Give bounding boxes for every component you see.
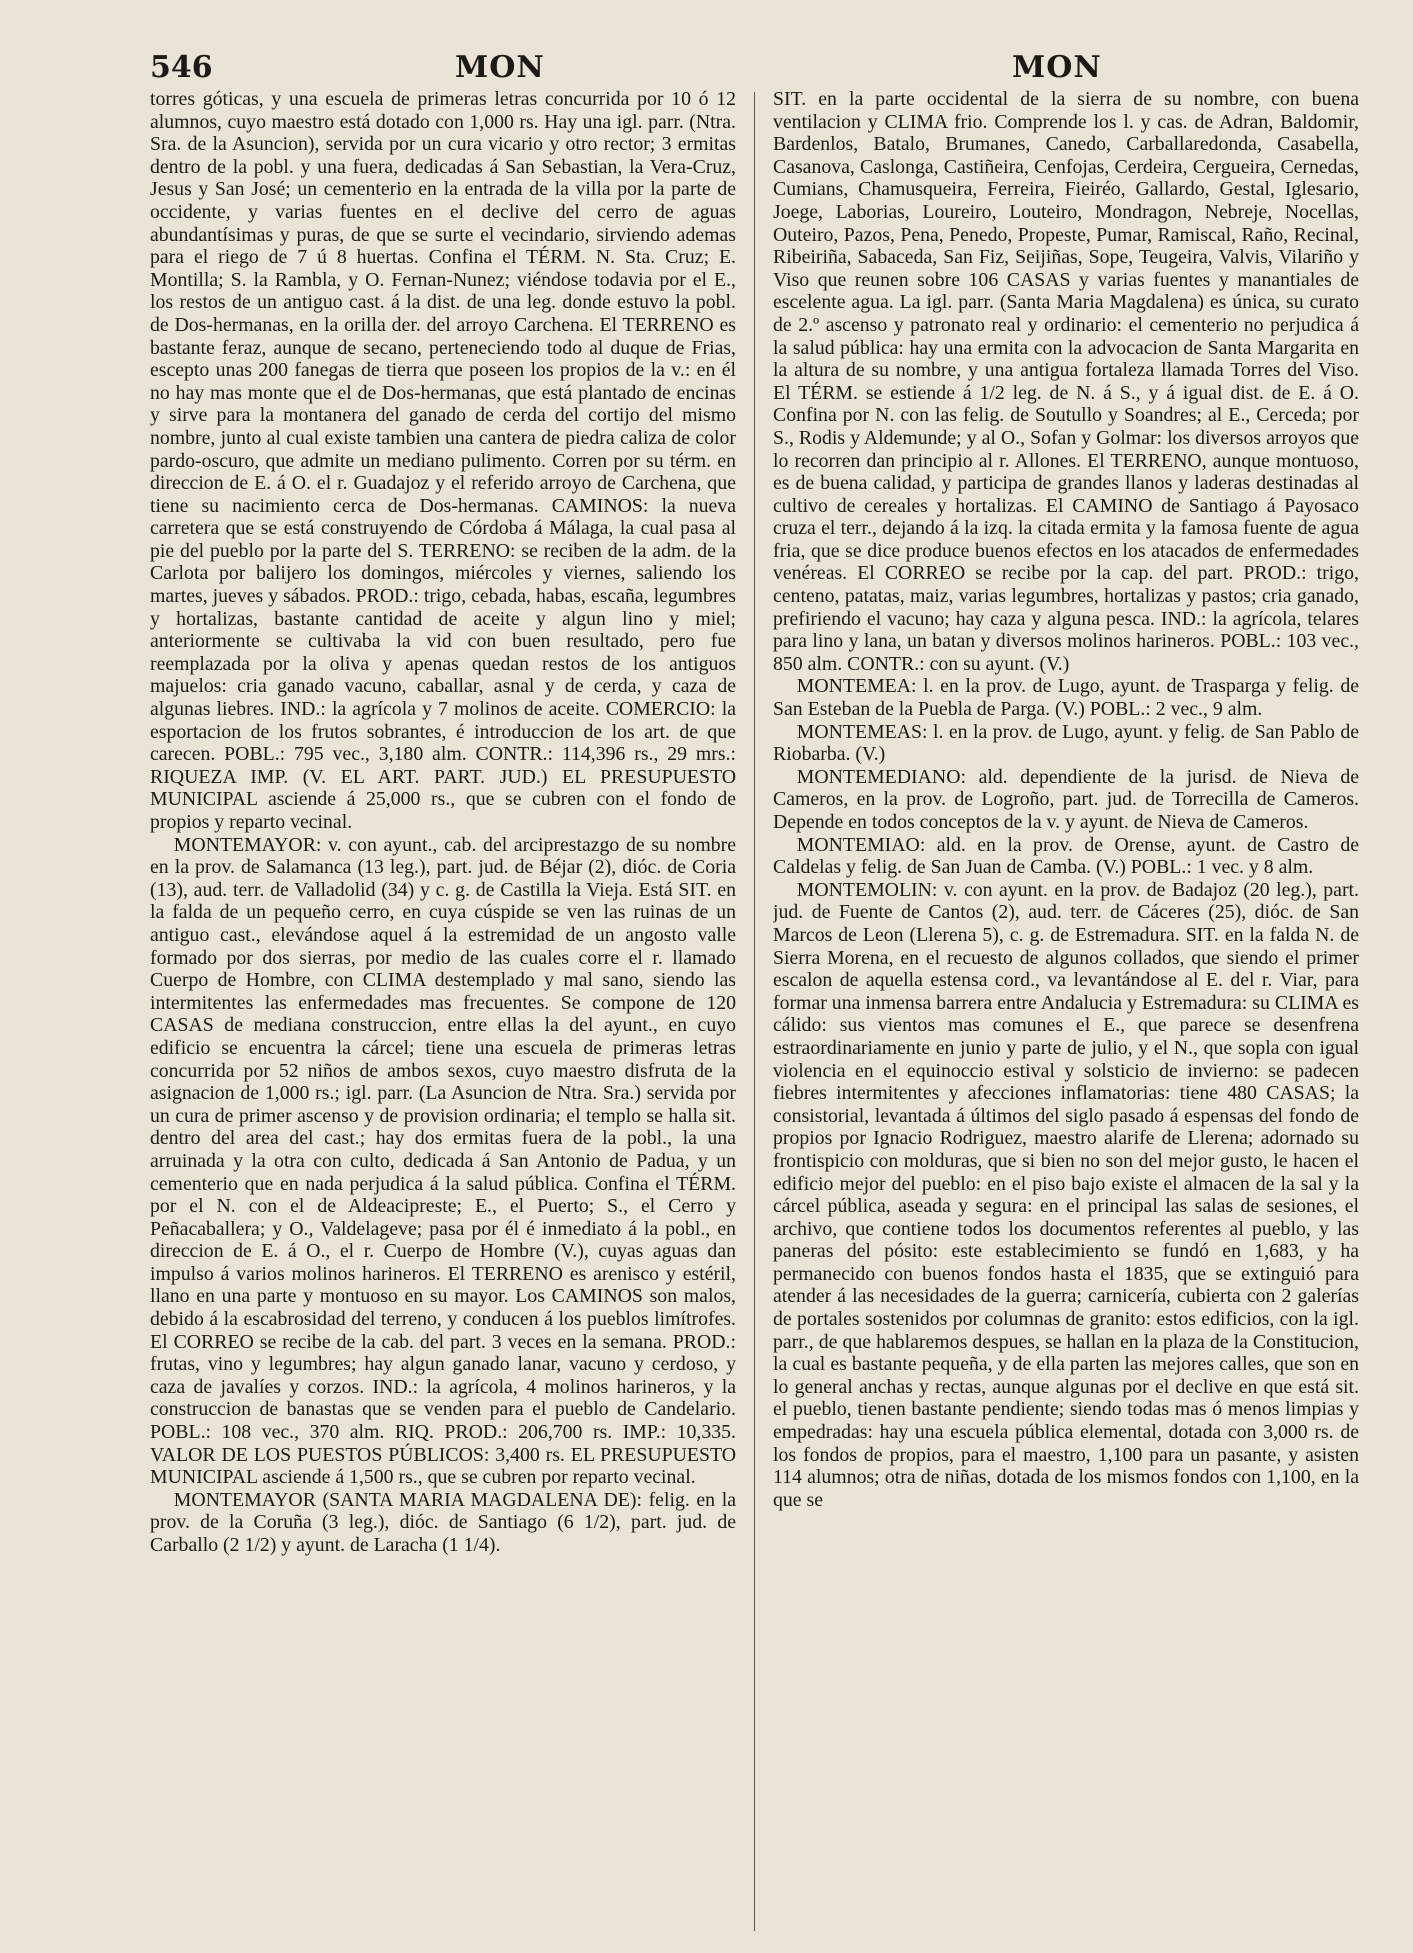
entry-headword: MONTEMEA — [796, 675, 912, 698]
entry-headword: MONTEMEAS — [796, 720, 923, 743]
left-continuation-text: torres góticas, y una escuela de primeras letras concurrida por 10 ó 12 alumnos, cuyo maestro está dotado con 1,000 rs. Hay una igl. parr. (Ntra. Sra. de la Asuncion), servida por un cura vicario y otro rector; 3 ermitas dentro de la pobl. y una fuera, dedicadas á San Sebastian, la Vera-Cruz, Jesus y San José; un cementerio en la entrada de la villa por la parte de occidente, y varias fuentes en el declive del cerro de aguas abundantísimas y puras, de que se surte el vecindario, sirviendo ademas para el riego de 7 ú 8 huertas. Confina el TÉRM. N. Sta. Cruz; E. Montilla; S. la Rambla, y O. Fernan-Nunez; viéndose todavia por el E., los restos de un antiguo cast. á la dist. de una leg. donde estuvo la pobl. de Dos-hermanas, en la orilla der. del arroyo Carchena. El TERRENO es bastante feraz, aunque de secano, perteneciendo todo al duque de Frias, escepto unas 200 fanegas de tierra que poseen los propios de la v.: en él no hay mas monte que el de Dos-hermanas, que está plantado de encinas y sirve para la montanera del ganado de cerda del cortijo del mismo nombre, junto al cual existe tambien una cantera de piedra caliza de color pardo-oscuro, que admite un mediano pulimento. Corren por su térm. en direccion de E. á O. el r. Guadajoz y el referido arroyo de Carchena, que tiene su nacimiento cerca de Dos-hermanas. CAMINOS: la nueva carretera que se está construyendo de Córdoba á Málaga, la cual pasa al pie del pueblo por la parte del S. TERRENO: se reciben de la adm. de la Carlota por balijero los domingos, miércoles y viernes, saliendo los martes, jueves y sábados. PROD.: trigo, cebada, habas, escaña, legumbres y hortalizas, bastante cantidad de aceite y algun lino y miel; anteriormente se cultivaba la vid con buen resultado, pero fue reemplazada por la oliva y apenas quedan restos de los antiguos majuelos: cria ganado vacuno, caballar, asnal y de cerda, y caza de algunas liebres. IND.: la agrícola y 7 molinos de aceite. COMERCIO: la esportacion de los frutos sobrantes, é introduccion de los art. de que carecen. POBL.: 795 vec., 3,180 alm. CONTR.: 114,396 rs., 29 mrs.: RIQUEZA IMP. (V. EL ART. PART. JUD.) EL PRESUPUESTO MUNICIPAL asciende á 25,000 rs., que se cubren con el fondo de propios y reparto vecinal. — [150, 88, 736, 833]
entry-montemayor-santa-maria — [150, 1489, 736, 1557]
page-number: 546 — [150, 50, 213, 85]
entry-montemiao — [773, 834, 1359, 879]
left-column — [150, 88, 736, 1931]
entry-text: : felig. en la prov. de la Coruña (3 leg.), dióc. de Santiago (6 1/2), part. jud. de Carballo (2 1/2) y ayunt. de Laracha (1 1/4). — [150, 1488, 736, 1556]
left-guide-word: MON — [455, 50, 545, 85]
text-columns — [150, 88, 1359, 1931]
entry-headword: MONTEMAYOR (SANTA MARIA MAGDALENA DE) — [173, 1488, 637, 1511]
entry-text: : ald. en la prov. de Orense, ayunt. de Castro de Caldelas y felig. de San Juan de Camba. (V.) POBL.: 1 vec. y 8 alm. — [773, 833, 1359, 879]
right-column — [773, 88, 1359, 1931]
entry-montemea — [773, 675, 1359, 720]
entry-text: : l. en la prov. de Lugo, ayunt. y felig. de San Pablo de Riobarba. (V.) — [773, 720, 1359, 766]
entry-montemeas — [773, 721, 1359, 766]
entry-headword: MONTEMAYOR — [173, 833, 316, 856]
entry-montemayor — [150, 834, 736, 1489]
entry-headword: MONTEMEDIANO — [796, 765, 961, 788]
right-continuation-text: SIT. en la parte occidental de la sierra de su nombre, con buena ventilacion y CLIMA frio. Comprende los l. y cas. de Adran, Baldomir, Bardenlos, Batalo, Brumanes, Canedo, Carballaredonda, Casabella, Casanova, Caslonga, Castiñeira, Cenfojas, Cerdeira, Cergueira, Cernedas, Cumians, Chamusqueira, Ferreira, Fieiréo, Gallardo, Gestal, Iglesario, Joege, Laborias, Loureiro, Louteiro, Mondragon, Nebreje, Nocellas, Outeiro, Pazos, Pena, Penedo, Propeste, Pumar, Ramiscal, Raño, Recinal, Ribeiriña, Sabaceda, San Fiz, Seijiñas, Sope, Teugeira, Valvis, Vilariño y Viso que reunen sobre 106 CASAS y varias fuentes y manantiales de escelente agua. La igl. parr. (Santa Maria Magdalena) es única, su curato de 2.º ascenso y patronato real y ordinario: el cementerio no perjudica á la salud pública: hay una ermita con la advocacion de Santa Margarita en la altura de su nombre, y una antigua fortaleza llamada Torres del Viso. El TÉRM. se estiende á 1/2 leg. de N. á S., y á igual dist. de E. á O. Confina por N. con las felig. de Soutullo y Soandres; al E., Cerceda; por S., Rodis y Aldemunde; y al O., Sofan y Golmar: los diversos arroyos que lo recorren dan principio al r. Allones. El TERRENO, aunque montuoso, es de buena calidad, y participa de grandes llanos y laderas destinadas al cultivo de cereales y hortalizas. El CAMINO de Santiago á Payosaco cruza el terr., dejando á la izq. la citada ermita y la famosa fuente de agua fria, que se dice produce buenos efectos en los atacados de enfermedades venéreas. El CORREO se recibe por la cap. del part. PROD.: trigo, centeno, patatas, maiz, varias legumbres, hortalizas y pastos; cria ganado, prefiriendo el vacuno; hay caza y alguna pesca. IND.: la agrícola, telares para lino y lana, un batan y diversos molinos harineros. POBL.: 103 vec., 850 alm. CONTR.: con su ayunt. (V.) — [773, 88, 1359, 675]
page-header — [150, 50, 1359, 90]
entry-text: : l. en la prov. de Lugo, ayunt. de Trasparga y felig. de San Esteban de la Puebla de Parga. (V.) POBL.: 2 vec., 9 alm. — [773, 675, 1359, 721]
entry-text: : v. con ayunt., cab. del arciprestazgo de su nombre en la prov. de Salamanca (13 leg.), part. jud. de Béjar (2), dióc. de Coria (13), aud. terr. de Valladolid (34) y c. g. de Castilla la Vieja. Está SIT. en la falda de un pequeño cerro, en cuya cúspide se ven las ruinas de un antiguo cast., elevándose aquel á la estremidad de un angosto valle formado por dos sierras, por medio de las cuales corre el r. llamado Cuerpo de Hombre, con CLIMA destemplado y mal sano, siendo las intermitentes las enfermedades mas frecuentes. Se compone de 120 CASAS de mediana construccion, entre ellas la del ayunt., en cuyo edificio se encuentra la cárcel; tiene una escuela de primeras letras concurrida por 52 niños de ambos sexos, cuyo maestro disfruta de la asignacion de 1,000 rs.; igl. parr. (La Asuncion de Ntra. Sra.) servida por un cura de primer ascenso y de provision ordinaria; el templo se halla sit. dentro del area del cast.; hay dos ermitas fuera de la pobl., la una arruinada y la otra con culto, dedicada á San Antonio de Padua, y un cementerio que en nada perjudica á la salud pública. Confina el TÉRM. por el N. con el de Aldeacipreste; E., el Puerto; S., el Cerro y Peñacaballera; y O., Valdelageve; pasa por él é inmediato á la pobl., en direccion de E. á O., el r. Cuerpo de Hombre (V.), cuyas aguas dan impulso á varios molinos harineros. El TERRENO es arenisco y estéril, llano en una parte y montuoso en su mayor. Los CAMINOS son malos, debido á la escabrosidad del terreno, y conducen á los pueblos limítrofes. El CORREO se recibe de la cab. del part. 3 veces en la semana. PROD.: frutas, vino y legumbres; hay algun ganado lanar, vacuno y cerdoso, y caza de javalíes y corzos. IND.: la agrícola, 4 molinos harineros, y la construccion de banastas que se venden para el pueblo de Candelario. POBL.: 108 vec., 370 alm. RIQ. PROD.: 206,700 rs. IMP.: 10,335. VALOR DE LOS PUESTOS PÚBLICOS: 3,400 rs. EL PRESUPUESTO MUNICIPAL asciende á 1,500 rs., que se cubren por reparto vecinal. — [150, 833, 736, 1489]
column-divider — [754, 92, 755, 1931]
entry-headword: MONTEMOLIN — [796, 878, 932, 901]
entry-text: : ald. dependiente de la jurisd. de Nieva de Cameros, en la prov. de Logroño, part. jud. de Torrecilla de Cameros. Depende en todos conceptos de la v. y ayunt. de Nieva de Cameros. — [773, 765, 1359, 833]
entry-montemolin — [773, 879, 1359, 1512]
entry-montemediano — [773, 766, 1359, 834]
entry-headword: MONTEMIAO — [796, 833, 920, 856]
right-guide-word: MON — [1012, 50, 1102, 85]
entry-text: : v. con ayunt. en la prov. de Badajoz (20 leg.), part. jud. de Fuente de Cantos (2), aud. terr. de Cáceres (25), dióc. de San Marcos de Leon (Llerena 5), c. g. de Estremadura. SIT. en la falda N. de Sierra Morena, en el recuesto de algunos collados, que siendo el primer escalon de aquella estensa cord., va levantándose al E. del r. Viar, para formar una inmensa barrera entre Andalucia y Estremadura: su CLIMA es cálido: sus vientos mas comunes el E., que parece se desenfrena estraordinariamente en junio y parte de julio, y el N., que sopla con igual violencia en el equinoccio estival y solsticio de invierno: se padecen fiebres intermitentes y afecciones inflamatorias: tiene 480 CASAS; la consistorial, levantada á últimos del siglo pasado á espensas del fondo de propios por Ignacio Rodriguez, maestro alarife de Llerena; adornado su frontispicio con molduras, que si bien no son del mejor gusto, le hacen el edificio mejor del pueblo: en el piso bajo existe el almacen de la sal y la cárcel pública, aseada y segura: en el principal las salas de sesiones, el archivo, que contiene todos los documentos referentes al pueblo, y las paneras del pósito: este establecimiento se fundó en 1,683, y ha permanecido con buenos fondos hasta el 1835, que se extinguió para atender á las necesidades de la guerra; carnicería, cubierta con 2 galerías de portales sostenidos por columnas de granito: estos edificios, con la igl. parr., de que hablaremos despues, se hallan en la plaza de la Constitucion, la cual es bastante pequeña, y de ella parten las mejores calles, que son en lo general anchas y rectas, aunque algunas por el declive en que está sit. el pueblo, tienen bastante pendiente; siendo todas mas ó menos limpias y empedradas: hay una escuela pública elemental, dotada con 3,000 rs. de los fondos de propios, para el maestro, 1,100 para un pasante, y asisten 114 alumnos; otra de niñas, dotada de los mismos fondos con 1,100, en la que se — [773, 878, 1359, 1511]
